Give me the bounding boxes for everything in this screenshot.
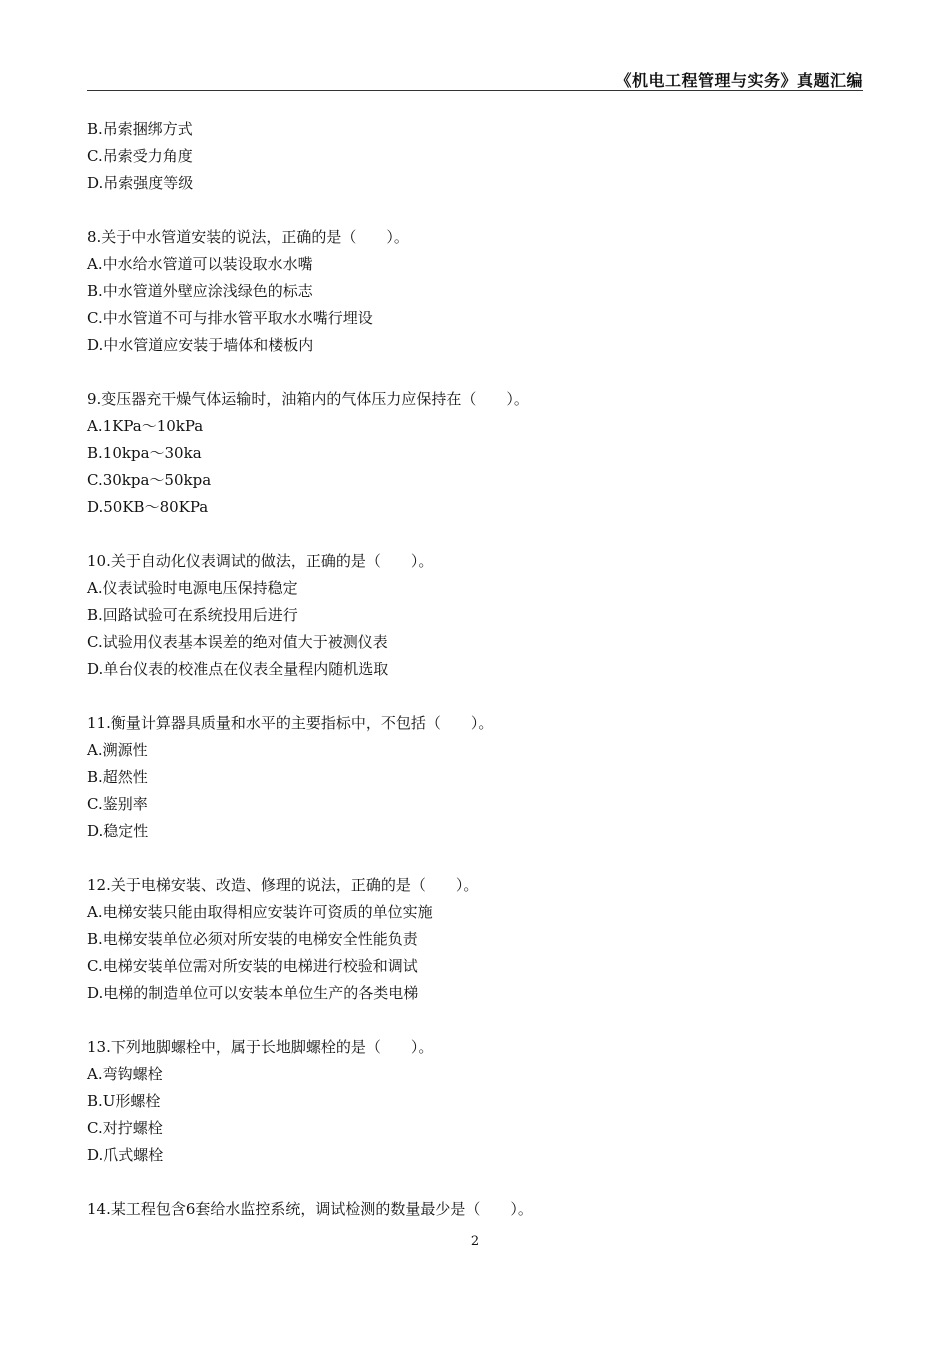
question-8 xyxy=(87,224,867,359)
question-text: 12.关于电梯安装、改造、修理的说法，正确的是（ ）。 xyxy=(87,876,479,894)
page-header xyxy=(87,68,863,91)
option-line: C.电梯安装单位需对所安装的电梯进行校验和调试 xyxy=(87,957,418,975)
question-13 xyxy=(87,1034,867,1169)
document-title: 《机电工程管理与实务》真题汇编 xyxy=(615,71,863,90)
question-12 xyxy=(87,872,867,1007)
option-line: A.1KPa～10kPa xyxy=(87,417,204,435)
option-line: B.10kpa～30ka xyxy=(87,444,202,462)
question-text: 13.下列地脚螺栓中，属于长地脚螺栓的是（ ）。 xyxy=(87,1038,434,1056)
question-11 xyxy=(87,710,867,845)
option-line: C.对拧螺栓 xyxy=(87,1119,163,1137)
question-14 xyxy=(87,1196,867,1223)
option-line: C.吊索受力角度 xyxy=(87,147,193,165)
option-line: C.鉴别率 xyxy=(87,795,148,813)
option-line: A.中水给水管道可以装设取水水嘴 xyxy=(87,255,313,273)
option-line: B.超然性 xyxy=(87,768,148,786)
option-line: A.弯钩螺栓 xyxy=(87,1065,163,1083)
option-line: B.U形螺栓 xyxy=(87,1092,161,1110)
question-text: 8.关于中水管道安装的说法，正确的是（ ）。 xyxy=(87,228,409,246)
option-line: D.电梯的制造单位可以安装本单位生产的各类电梯 xyxy=(87,984,419,1002)
question-text: 10.关于自动化仪表调试的做法，正确的是（ ）。 xyxy=(87,552,434,570)
question-9 xyxy=(87,386,867,521)
page-number: 2 xyxy=(470,1234,480,1249)
option-line: D.50KB～80KPa xyxy=(87,498,209,516)
option-line: C.试验用仪表基本误差的绝对值大于被测仪表 xyxy=(87,633,388,651)
option-line: C.中水管道不可与排水管平取水水嘴行埋设 xyxy=(87,309,373,327)
option-line: D.吊索强度等级 xyxy=(87,174,194,192)
option-line: A.溯源性 xyxy=(87,741,148,759)
document-body xyxy=(87,116,867,1223)
question-text: 11.衡量计算器具质量和水平的主要指标中，不包括（ ）。 xyxy=(87,714,494,732)
option-line: D.中水管道应安装于墙体和楼板内 xyxy=(87,336,314,354)
option-line: D.爪式螺栓 xyxy=(87,1146,164,1164)
option-line: B.回路试验可在系统投用后进行 xyxy=(87,606,298,624)
question-text: 14.某工程包含6套给水监控系统，调试检测的数量最少是（ ）。 xyxy=(87,1200,533,1218)
option-line: A.仪表试验时电源电压保持稳定 xyxy=(87,579,298,597)
question-10 xyxy=(87,548,867,683)
question-text: 9.变压器充干燥气体运输时，油箱内的气体压力应保持在（ ）。 xyxy=(87,390,529,408)
option-line: D.稳定性 xyxy=(87,822,149,840)
option-line: A.电梯安装只能由取得相应安装许可资质的单位实施 xyxy=(87,903,433,921)
option-line: B.电梯安装单位必须对所安装的电梯安全性能负责 xyxy=(87,930,418,948)
option-line: B.中水管道外壁应涂浅绿色的标志 xyxy=(87,282,313,300)
option-line: D.单台仪表的校准点在仪表全量程内随机选取 xyxy=(87,660,389,678)
option-line: C.30kpa～50kpa xyxy=(87,471,212,489)
option-line: B.吊索捆绑方式 xyxy=(87,120,193,138)
